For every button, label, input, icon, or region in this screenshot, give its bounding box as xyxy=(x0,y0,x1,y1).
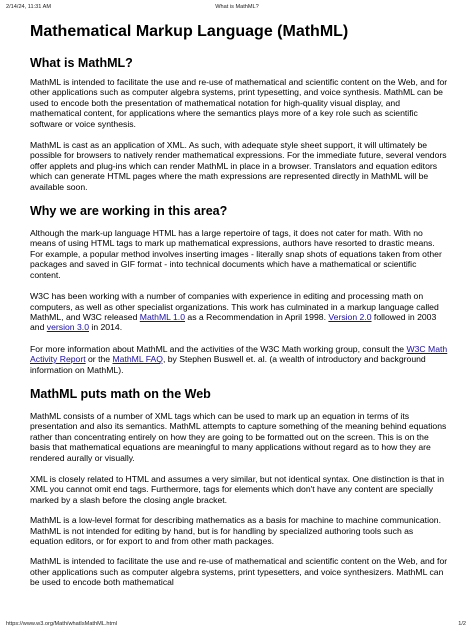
mathml-1-0-link[interactable]: MathML 1.0 xyxy=(139,311,186,322)
paragraph: MathML is intended to facilitate the use and re-use of mathematical and scientific content on the Web, and for other applications such as computer algebra systems, print typesetting, and voice synthesis. MathML can be used to encode both the presentation of mathematical notation for high-quality visual display, and mathematical content, for applications where the semantics plays more of a key role such as scientific software or voice synthesis. xyxy=(30,77,448,129)
section-heading-what-is-mathml: What is MathML? xyxy=(30,56,133,70)
version-2-0-link[interactable]: Version 2.0 xyxy=(328,311,372,322)
print-url: https://www.w3.org/Math/whatIsMathML.html xyxy=(6,621,117,627)
article xyxy=(30,22,448,588)
mathml-faq-link[interactable]: MathML FAQ xyxy=(112,354,163,365)
print-header xyxy=(0,2,474,12)
print-datetime: 2/14/24, 11:31 AM xyxy=(6,4,51,10)
paragraph: Although the mark-up language HTML has a large repertoire of tags, it does not cater for math. With no means of using HTML tags to mark up mathematical expressions, authors have resorted to drastic means. For example, a popular method involves inserting images - literally snap shots of equations taken from other packages and saved in GIF format - into technical documents which have a mathematical or scientific content. xyxy=(30,228,442,280)
paragraph: MathML is intended to facilitate the use and re-use of mathematical and scientific content on the Web, and for other applications such as computer algebra systems, print typesetters, and voice synthesizers. MathML can be used to encode both mathematical xyxy=(30,556,448,588)
section-heading-math-on-web: MathML puts math on the Web xyxy=(30,386,211,401)
paragraph-text: followed in 2003 and xyxy=(30,311,437,333)
version-3-0-link[interactable]: version 3.0 xyxy=(46,322,89,333)
more-info-paragraph xyxy=(30,344,448,375)
w3c-math-activity-report-link[interactable]: W3C Math Activity Report xyxy=(30,343,448,365)
paragraph: MathML is a low-level format for describing mathematics as a basis for machine to machine communication. MathML is not intended for editing by hand, but is for handling by specialized authoring tools such as equation editors, or for export to and from other math packages. xyxy=(30,515,441,546)
paragraph-text: , by Stephen Buswell et. al. (a wealth of introductory and background information on MathML). xyxy=(30,354,426,375)
section-heading-why-working: Why we are working in this area? xyxy=(30,204,228,219)
paragraph-text: or the xyxy=(85,354,113,365)
print-page-title: What is MathML? xyxy=(215,4,259,10)
print-page-number: 1/2 xyxy=(458,621,466,627)
page-title: Mathematical Markup Language (MathML) xyxy=(30,23,349,40)
paragraph: XML is closely related to HTML and assumes a very similar, but not identical syntax. One distinction is that in XML you cannot omit end tags. Furthermore, tags for elements which don't have any content are specially marked by a slash before the closing angle bracket. xyxy=(30,473,445,505)
paragraph-text: in 2014. xyxy=(89,322,123,333)
paragraph-text: as a Recommendation in April 1998. xyxy=(185,311,329,322)
w3c-history-paragraph xyxy=(30,291,448,333)
paragraph: MathML is cast as an application of XML. As such, with adequate style sheet support, it will ultimately be possible for browsers to natively render mathematical expressions. For the immediate future, several vendors offer applets and plug-ins which can render MathML in place in a browser. Translators and equation editors which can generate HTML pages where the math expressions are represented directly in MathML will be available soon. xyxy=(30,140,447,192)
paragraph-text: For more information about MathML and the activities of the W3C Math working group, consult the xyxy=(30,343,407,354)
print-footer xyxy=(0,619,474,629)
paragraph: MathML consists of a number of XML tags which can be used to mark up an equation in terms of its presentation and also its semantics. MathML attempts to capture something of the meaning behind equations rather than concentrating entirely on how they are going to be formatted out on the screen. This is on the basis that mathematical equations are meaningful to many applications without regard as to how they are rendered aurally or visually. xyxy=(30,410,447,463)
paragraph-text: W3C has been working with a number of companies with experience in editing and processing math on computers, as well as other specialist organizations. This work has culminated in a markup language called MathML, and W3C released xyxy=(30,291,439,322)
